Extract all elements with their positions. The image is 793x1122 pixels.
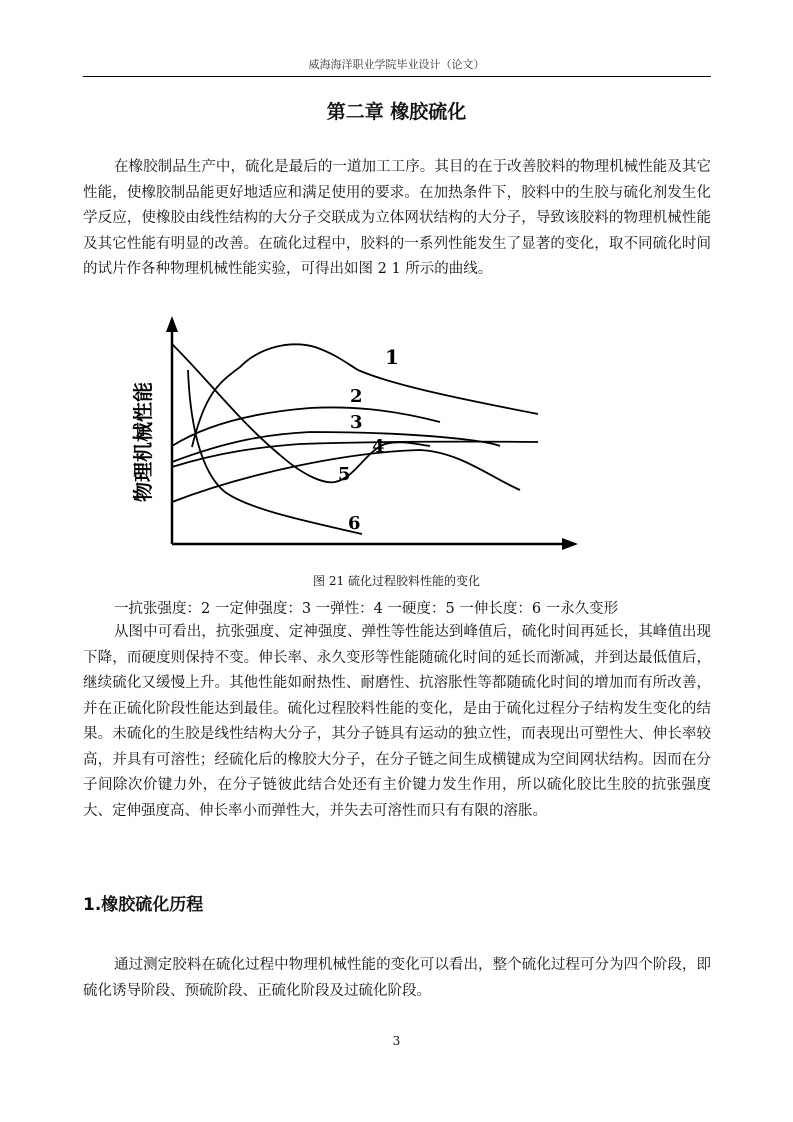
paragraph-intro: 在橡胶制品生产中，硫化是最后的一道加工工序。其目的在于改善胶料的物理机械性能及其它性能，使橡胶制品能更好地适应和满足使用的要求。在加热条件下，胶料中的生胶与硫化剂发生化学反应，使橡胶由线性结构的大分子交联成为立体网状结构的大分子，导致该胶料的物理机械性能及其它性能有明显的改善。在硫化过程中，胶料的一系列性能发生了显著的变化，取不同硫化时间的试片作各种物理机械性能实验，可得出如图 2 1 所示的曲线。: [83, 159, 711, 277]
paragraph-analysis: 从图中可看出，抗张强度、定神强度、弹性等性能达到峰值后，硫化时间再延长，其峰值出现下降，而硬度则保持不变。伸长率、永久变形等性能随硫化时间的延长而渐减，并到达最低值后，继续硫化又缓慢上升。其他性能如耐热性、耐磨性、抗溶胀性等都随硫化时间的增加而有所改善，并在正硫化阶段性能达到最佳。硫化过程胶料性能的变化，是由于硫化过程分子结构发生变化的结果。未硫化的生胶是线性结构大分子，其分子链具有运动的独立性，而表现出可塑性大、伸长率较高，并具有可溶性；经硫化后的橡胶大分子，在分子链之间生成横键成为空间网状结构。因而在分子间除次价键力外，在分子链彼此结合处还有主价键力发生作用，所以硫化胶比生胶的抗张强度大、定伸强度高、伸长率小而弹性大，并失去可溶性而只有有限的溶胀。: [83, 624, 711, 819]
curve-1: [192, 344, 538, 447]
curve-3: [172, 432, 500, 462]
curve-4: [172, 442, 538, 467]
x-axis-arrow: [562, 538, 578, 550]
page-number: 3: [392, 1034, 401, 1048]
figure-caption: 图 21 硫化过程胶料性能的变化: [313, 574, 480, 588]
header-rule: [83, 76, 711, 77]
curve-6: [188, 370, 362, 534]
figure-legend: 一抗张强度：2 一定伸强度：3 一弹性：4 一硬度：5 一伸长度：6 一永久变形: [114, 601, 619, 617]
curve-label-4: 4: [372, 436, 385, 457]
curve-label-5: 5: [338, 464, 351, 485]
page-header: 威海海洋职业学院毕业设计（论文）: [308, 58, 485, 71]
y-axis-arrow: [166, 316, 178, 332]
section-title: 1.橡胶硫化历程: [83, 895, 204, 915]
chapter-title: 第二章 橡胶硫化: [326, 101, 467, 123]
paragraph-stages: 通过测定胶料在硫化过程中物理机械性能的变化可以看出，整个硫化过程可分为四个阶段，即硫化诱导阶段、预硫阶段、正硫化阶段及过硫化阶段。: [83, 957, 711, 999]
curve-label-2: 2: [350, 386, 363, 407]
curve-2: [172, 407, 440, 446]
y-axis-label: 物理机械性能: [131, 382, 155, 502]
vulcanization-curves-figure: [130, 312, 580, 570]
curve-label-1: 1: [385, 345, 399, 369]
curve-label-6: 6: [348, 513, 361, 534]
curve-label-3: 3: [350, 412, 363, 433]
